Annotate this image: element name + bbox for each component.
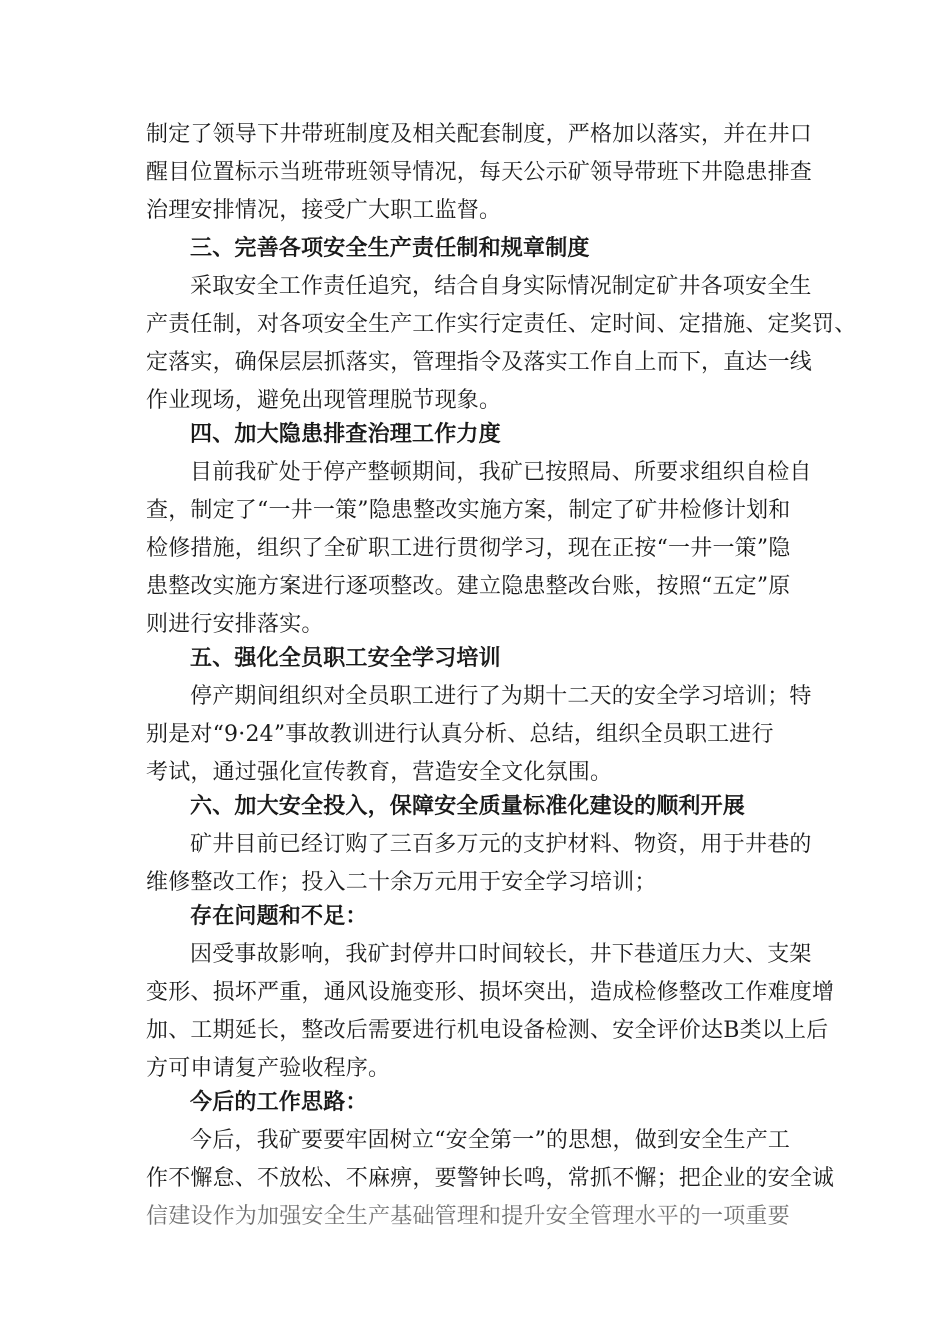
section-heading: 五、强化全员职工安全学习培训: [190, 646, 501, 671]
paragraph-line: 目前我矿处于停产整顿期间，我矿已按照局、所要求组织自检自: [190, 460, 812, 485]
section-heading: 六、加大安全投入，保障安全质量标准化建设的顺利开展: [190, 794, 746, 819]
paragraph-line: 检修措施，组织了全矿职工进行贯彻学习，现在正按“一井一策”隐: [146, 536, 791, 561]
paragraph-line: 加、工期延长，整改后需要进行机电设备检测、安全评价达B类以上后: [146, 1018, 829, 1043]
paragraph-line: 产责任制，对各项安全生产工作实行定责任、定时间、定措施、定奖罚、: [146, 312, 857, 337]
paragraph-line: 别是对“9·24”事故教训进行认真分析、总结，组织全员职工进行: [146, 722, 774, 747]
paragraph-line: 制定了领导下井带班制度及相关配套制度，严格加以落实，并在井口: [146, 122, 813, 147]
section-heading: 存在问题和不足：: [190, 904, 368, 929]
section-heading: 今后的工作思路：: [190, 1090, 368, 1115]
paragraph-line: 作业现场，避免出现管理脱节现象。: [146, 388, 502, 413]
paragraph-line: 查，制定了“一井一策”隐患整改实施方案，制定了矿井检修计划和: [146, 498, 791, 523]
paragraph-line: 变形、损坏严重，通风设施变形、损坏突出，造成检修整改工作难度增: [146, 980, 835, 1005]
section-heading: 三、完善各项安全生产责任制和规章制度: [190, 236, 590, 261]
paragraph-line: 考试，通过强化宣传教育，营造安全文化氛围。: [146, 760, 613, 785]
paragraph-line: 方可申请复产验收程序。: [146, 1056, 391, 1081]
paragraph-line: 因受事故影响，我矿封停井口时间较长，井下巷道压力大、支架: [190, 942, 812, 967]
paragraph-line: 则进行安排落实。: [146, 612, 324, 637]
paragraph-line: 治理安排情况，接受广大职工监督。: [146, 198, 502, 223]
paragraph-line: 患整改实施方案进行逐项整改。建立隐患整改台账，按照“五定”原: [146, 574, 791, 599]
paragraph-line: 矿井目前已经订购了三百多万元的支护材料、物资，用于井巷的: [190, 832, 812, 857]
paragraph-line: 信建设作为加强安全生产基础管理和提升安全管理水平的一项重要: [146, 1204, 790, 1229]
paragraph-line: 维修整改工作；投入二十余万元用于安全学习培训；: [146, 870, 657, 895]
paragraph-line: 停产期间组织对全员职工进行了为期十二天的安全学习培训；特: [190, 684, 812, 709]
paragraph-line: 采取安全工作责任追究，结合自身实际情况制定矿井各项安全生: [190, 274, 812, 299]
paragraph-line: 定落实，确保层层抓落实，管理指令及落实工作自上而下，直达一线: [146, 350, 813, 375]
paragraph-line: 今后，我矿要要牢固树立“安全第一”的思想，做到安全生产工: [190, 1128, 791, 1153]
paragraph-line: 醒目位置标示当班带班领导情况，每天公示矿领导带班下井隐患排查: [146, 160, 813, 185]
paragraph-line: 作不懈怠、不放松、不麻痹，要警钟长鸣，常抓不懈；把企业的安全诚: [146, 1166, 835, 1191]
section-heading: 四、加大隐患排查治理工作力度: [190, 422, 501, 447]
